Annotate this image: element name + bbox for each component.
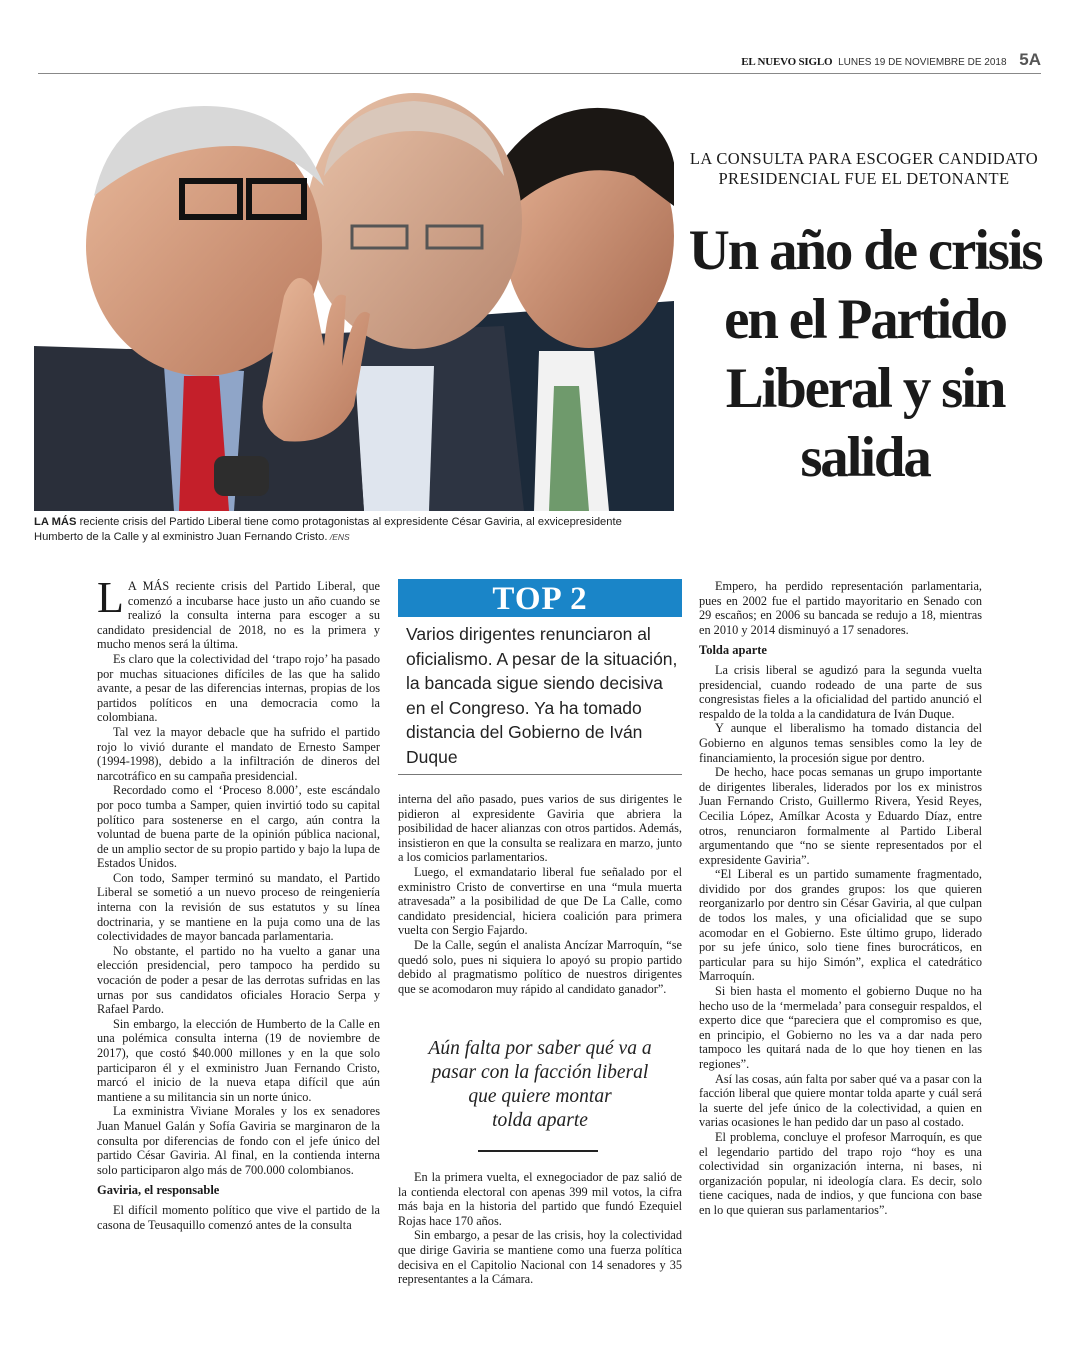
article-column-2-bottom [398, 1170, 682, 1287]
caption-text: reciente crisis del Partido Liberal tiene como protagonistas al expresidente César Gaviria, al exvicepresidente Humberto de la Calle y al exministro Juan Fernando Cristo. [34, 516, 622, 543]
article-paragraph: La crisis liberal se agudizó para la segunda vuelta presidencial, cuando rodeado de una parte de sus congresistas fieles a la oficialidad del partido anunció el respaldo de la tolda a la candidatura de Iván Duque. [699, 662, 982, 721]
article-column-3 [699, 579, 982, 1218]
pull-quote-line: Aún falta por saber qué va a [428, 1038, 652, 1059]
subheading: Gaviria, el responsable [97, 1183, 220, 1198]
lead-photo [34, 86, 674, 511]
article-paragraph: Tal vez la mayor debacle que ha sufrido el partido rojo lo vivió durante el mandato de Ernesto Samper (1994-1998), debido a la infiltración de dineros del narcotráfico en su campaña presidencial. [97, 724, 380, 783]
article-paragraph: No obstante, el partido no ha vuelto a ganar una elección presidencial, pero tampoco ha perdido su vocación de poder a pesar de las derrotas sufridas en las urnas por sus candidatos oficiales Horacio Serpa y Rafael Pardo. [97, 943, 380, 1017]
top2-rule [398, 774, 682, 775]
pull-quote-line: pasar con la facción liberal [431, 1062, 649, 1083]
headline [680, 216, 1050, 492]
drop-cap: L [97, 573, 124, 622]
pull-quote-rule [478, 1150, 598, 1152]
article-paragraph: De hecho, hace pocas semanas un grupo importante de dirigentes liberales, liderados por los ex ministros Juan Fernando Cristo, Guillermo Rivera, Yesid Reyes, Cecilia López, Amílkar Acosta y Eduardo Díaz, entre otros, renunciaron formalmente al Partido Liberal argumentando que “no se siente representados por el expresidente Gaviria”. [699, 765, 982, 867]
pull-quote-line: que quiere montar [468, 1086, 612, 1107]
article-column-2 [398, 792, 682, 996]
headline-line: Un año de crisis [688, 219, 1042, 282]
article-paragraph: Con todo, Samper terminó su mandato, el Partido Liberal se sometió a un nuevo proceso de reingeniería interna con la revisión de sus estatutos y su línea doctrinaria, y se mantiene en la puja como una de las colectividades de mayor bancada parlamentaria. [97, 870, 380, 944]
article-paragraph: Sin embargo, la elección de Humberto de la Calle en una polémica consulta interna (19 de noviembre de 2017), que costó $40.000 millones y en la que solo participaron él y el exministro Juan Fernando Cristo, marcó el inicio de la nueva etapa difícil que aún mantiene a su militancia sin un norte único. [97, 1016, 380, 1104]
article-paragraph: Es claro que la colectividad del ‘trapo rojo’ ha pasado por muchas situaciones difíciles de las que ha salido avante, a pesar de las diferencias internas, propias de los partidos políticos en una democracia como la colombiana. [97, 651, 380, 725]
article-paragraph: interna del año pasado, pues varios de sus dirigentes le pidieron al expresidente Gaviria que abriera la posibilidad de hacer alianzas con otros partidos. Además, insistieron en que la consulta se realizara en marzo, junto a los comicios parlamentarios. [398, 792, 682, 865]
article-column-1 [97, 573, 380, 1232]
article-paragraph: “El Liberal es un partido sumamente fragmentado, dividido por dos grandes grupos: los que quieren reorganizarlo por dentro sin César Gaviria, al que culpan de todos los males, y una oficialidad que se supo acomodar en el Gobierno. Este último grupo, liderado por su jefe único, solo tiene fines burocráticos, en particular para su hijo Simón”, explica el catedrático Marroquín. [699, 867, 982, 984]
photo-caption [34, 515, 674, 545]
header-rule [38, 73, 1041, 74]
article-paragraph: Así las cosas, aún falta por saber qué va a pasar con la facción liberal que quiere montar tolda aparte y cuál será la suerte del jefe único de la colectividad, a quien en varias ocasiones le han pedido dar un paso al costado. [699, 1071, 982, 1130]
article-paragraph: Empero, ha perdido representación parlamentaria, pues en 2002 fue el partido mayoritario en Senado con 29 escaños; en 2006 su bancada se redujo a 18, mientras en 2010 y 2014 disminuyó a 17 senadores. [699, 579, 982, 637]
article-paragraph: De la Calle, según el analista Ancízar Marroquín, “se quedó solo, pues ni siquiera lo apoyó su propio partido debido al pragmatismo político de nuestros dirigentes que se acomodaron muy rápido al candidato ganador”. [398, 937, 682, 996]
page-number: 5A [1019, 50, 1041, 69]
masthead [741, 50, 1041, 70]
article-paragraph: En la primera vuelta, el exnegociador de paz salió de la contienda electoral con apenas 399 mil votos, la cifra más baja en la historia del partido que fundó Ezequiel Rojas hace 170 años. [398, 1170, 682, 1228]
kicker-line: LA CONSULTA PARA ESCOGER CANDIDATO [689, 149, 1039, 168]
top2-summary: Varios dirigentes renunciaron al oficialismo. A pesar de la situación, la bancada sigue siendo decisiva en el Congreso. Ya ha tomado distancia del Gobierno de Iván Duque [406, 624, 678, 767]
article-paragraph: Luego, el exmandatario liberal fue señalado por el exministro Cristo de convertirse en una “mula muerta atravesada” a la posibilidad de que De La Calle, como candidato presidencial, hiciera coalición para primera vuelta con Sergio Fajardo. [398, 864, 682, 938]
pull-quote-line: tolda aparte [492, 1110, 588, 1131]
subheading: Tolda aparte [699, 643, 767, 658]
headline-line: salida [800, 426, 930, 489]
top2-label: TOP 2 [398, 579, 682, 617]
article-paragraph: Si bien hasta el momento el gobierno Duque no ha hecho uso de la ‘mermelada’ para conseguir respaldos, el experto dice que “pareciera que el compromiso es que, en principio, el Gobierno no les va a dar nada pero tampoco les quitará nada de lo que hoy tienen en las regiones”. [699, 984, 982, 1071]
article-paragraph: L A MÁS reciente crisis del Partido Liberal, que comenzó a incubarse hace justo un año cuando se realizó la consulta interna para escoger a su candidato presidencial de 2018, no es la primera y mucho menos será la última. [97, 573, 380, 652]
article-paragraph: El difícil momento político que vive el partido de la casona de Teusaquillo comenzó antes de la consulta [97, 1202, 380, 1232]
photo-credit: /ENS [327, 532, 350, 542]
article-paragraph: Sin embargo, a pesar de las crisis, hoy la colectividad que dirige Gaviria se mantiene como una fuerza política decisiva en el Capitolio Nacional con 14 senadores y 35 representantes a la Cámara. [398, 1228, 682, 1287]
newspaper-name: EL NUEVO SIGLO [741, 56, 833, 68]
pull-quote [398, 1037, 682, 1133]
caption-lead: LA MÁS [34, 516, 77, 528]
kicker-line: PRESIDENCIAL FUE EL DETONANTE [718, 169, 1010, 188]
article-paragraph: El problema, concluye el profesor Marroquín, es que el legendario partido del trapo rojo “hoy es una colectividad sin organización interna, ni bases, ni organización popular, ni ideología clara. Es decir, solo tiene caciques, nada de indios, y que funciona con base en lo que quieran sus parlamentarios”. [699, 1129, 982, 1217]
article-paragraph: Y aunque el liberalismo ha tomado distancia del Gobierno en algunos temas sensibles como la ley de financiamiento, la procesión sigue por dentro. [699, 721, 982, 765]
article-paragraph: La exministra Viviane Morales y los ex senadores Juan Manuel Galán y Sofía Gaviria se marginaron de la consulta por diferencias de fondo con el jefe único del partido César Gaviria. Al final, en la contienda interna solo participaron algo más de 700.000 colombianos. [97, 1104, 380, 1177]
issue-date: LUNES 19 DE NOVIEMBRE DE 2018 [838, 57, 1007, 68]
headline-line: Liberal y sin [725, 357, 1005, 420]
article-paragraph: Recordado como el ‘Proceso 8.000’, este escándalo por poco tumba a Samper, quien invirtió todo su capital político para sostenerse en el cargo, aún contra la voluntad de buena parte de la opinión pública nacional, de un amplio sector de su propio partido y bajo la lupa de Estados Unidos. [97, 783, 380, 871]
headline-line: en el Partido [724, 288, 1006, 351]
kicker [672, 149, 1056, 189]
politicians-photo [34, 86, 674, 511]
